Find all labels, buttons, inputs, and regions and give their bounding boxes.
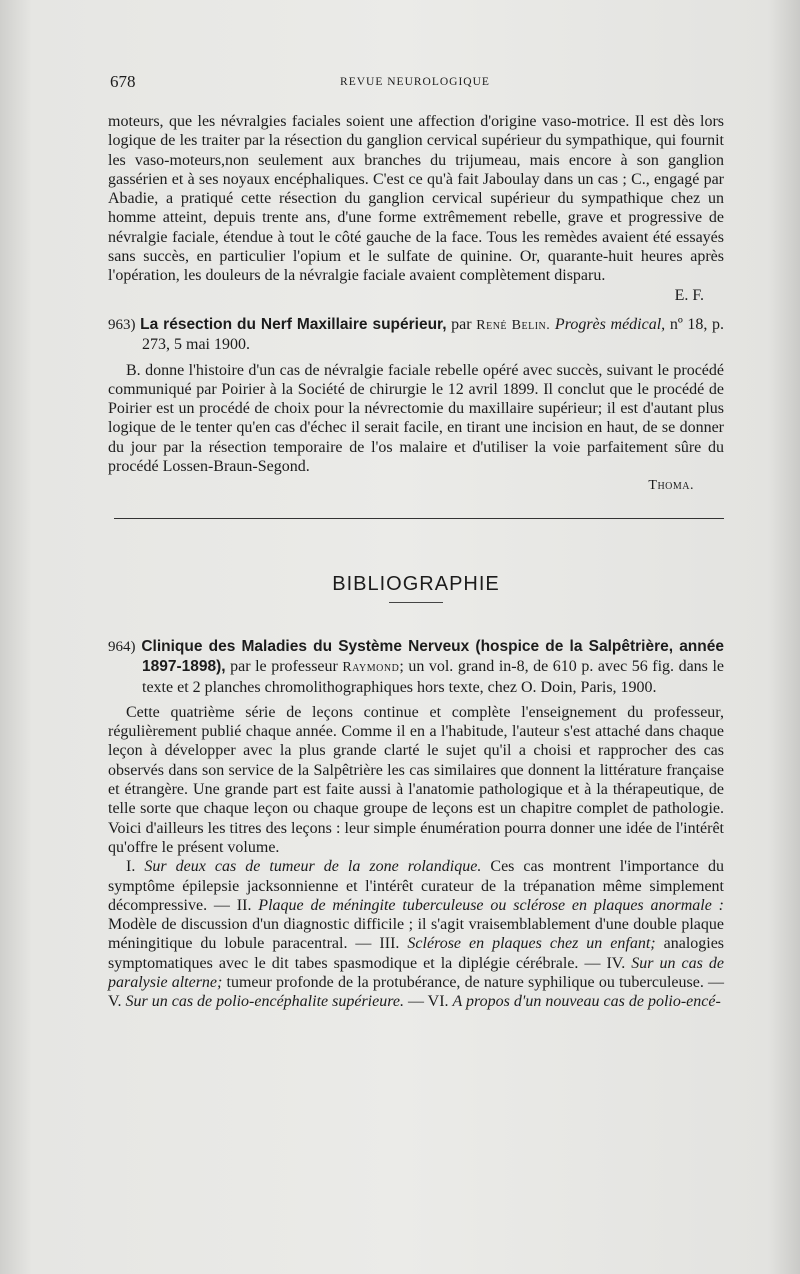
lesson-6-number: — VI. (407, 993, 449, 1011)
lesson-4-title: Sur un cas de paralysie alterne; (108, 954, 724, 991)
page-number: 678 (110, 72, 136, 91)
lesson-3-title: Sclérose en plaques chez un enfant; (407, 935, 656, 953)
entry-963-body: B. donne l'histoire d'un cas de névralgie faciale rebelle opéré avec succès, suivant le procédé communiqué par Poirier à la Société de chirurgie le 12 avril 1899. Il conclut que le procédé de Poirier est un procédé de choix pour la névrectomie du maxillaire supérieur; il est d'autant plus logique de le tenter qu'en cas d'échec il serait facile, en tirant une incision en haut, de se donner du jour par la résection temporaire de l'os malaire et d'utiliser la voie parfaitement sûre du procédé Lossen-Braun-Segond. (108, 361, 724, 476)
lesson-6-title: A propos d'un nouveau cas de polio-encé- (452, 993, 721, 1011)
entry-964-heading (108, 637, 724, 697)
lesson-1-title: Sur deux cas de tumeur de la zone rolandique. (144, 858, 482, 876)
section-title: BIBLIOGRAPHIE (332, 572, 500, 595)
entry-963-signature-row (108, 476, 724, 495)
lesson-5-title: Sur un cas de polio-encéphalite supérieure. (125, 993, 404, 1011)
entry-963-signature: Thoma. (648, 478, 694, 494)
lesson-4-text: tumeur profonde de la protubérance, de nature syphilique ou tuberculeuse. — V. (108, 973, 724, 1011)
entry-964-paragraph-2 (108, 857, 724, 1011)
entry-964-citation: ; un vol. grand in-8, de 610 p. avec 56 fig. dans le texte et 2 planches chromolithographiques hors texte, chez O. Doin, Paris, 1900. (142, 658, 725, 696)
lesson-1-number: I. (126, 858, 136, 876)
lesson-2-text: Modèle de discussion d'un diagnostic difficile ; il s'agit vraisemblablement d'une double plaque méningitique du lobule paracentral. — III. (108, 916, 724, 953)
entry-963-title: La résection du Nerf Maxillaire supérieur, (140, 315, 447, 333)
carryover-paragraph: moteurs, que les névralgies faciales soient une affection d'origine vaso-motrice. Il est dès lors logique de les traiter par la résection du ganglion cervical supérieur du sympathique, qui fournit les vaso-moteurs,non seulement aux branches du trijumeau, mais encore à son ganglion gassérien et à ses noyaux encéphaliques. C'est ce qu'à fait Jaboulay dans un cas ; C., engagé par Abadie, a pratiqué cette résection du ganglion cervical supérieur du sympathique chez un homme atteint, depuis trente ans, d'une forme extrêmement rebelle, grave et progressive de névralgie faciale, étendue à tout le côté gauche de la face. Tous les remèdes avaient été essayés sans succès, en particulier l'opium et le sulfate de quinine. Or, quarante-huit heures après l'opération, les douleurs de la névralgie faciale avaient complètement disparu. (108, 113, 724, 285)
entry-964-title: Clinique des Maladies du Système Nerveux (hospice de la Salpêtrière, année 1897-1898), (141, 637, 724, 676)
entry-964-number: 964) (108, 638, 136, 655)
entry-963-by: par (451, 315, 472, 333)
entry-964-author: Raymond (342, 660, 400, 676)
entry-964-paragraph-1: Cette quatrième série de leçons continue et complète l'enseignement du professeur, régulièrement publié chaque année. Comme il en a l'habitude, l'auteur s'est attaché dans chaque leçon à développer avec la plus grande clarté le sujet qu'il a choisi et rapprocher des cas observés dans son service de la Salpêtrière les cas similaires que donnent la littérature française et étrangère. Une grande part est faite aussi à l'anatomie pathologique et à la thérapeutique, de telle sorte que chaque leçon ou chaque groupe de leçons est un chapitre complet de pathologie. Voici d'ailleurs les titres des leçons : leur simple énumération pourra donner une idée de l'intérêt qu'offre le présent volume. (108, 703, 724, 856)
carryover-signature-row (108, 286, 724, 305)
lesson-2-title: Plaque de méningite tuberculeuse ou sclérose en plaques anormale : (258, 896, 724, 914)
running-title: REVUE NEUROLOGIQUE (340, 76, 490, 88)
entry-963-number: 963) (108, 316, 136, 333)
section-divider (114, 518, 724, 519)
page-header (110, 72, 720, 96)
entry-963-author: René Belin. (476, 317, 551, 333)
lesson-1-text: Ces cas montrent l'importance du symptôme épilepsie jacksonnienne et l'intérêt curateur de la trépanation même simplement décompressive. — II. (108, 858, 725, 914)
entry-963-heading (108, 315, 724, 355)
entry-964-by: par le professeur (230, 658, 338, 676)
lesson-3-text: analogies symptomatiques avec le dit tabes spasmodique et la diplégie cérébrale. — IV. (108, 935, 725, 972)
carryover-signature: E. F. (674, 286, 704, 304)
page-content (108, 112, 724, 1012)
entry-963-citation: nº 18, p. 273, 5 mai 1900. (142, 315, 725, 354)
entry-963-journal: Progrès médical, (554, 315, 666, 333)
